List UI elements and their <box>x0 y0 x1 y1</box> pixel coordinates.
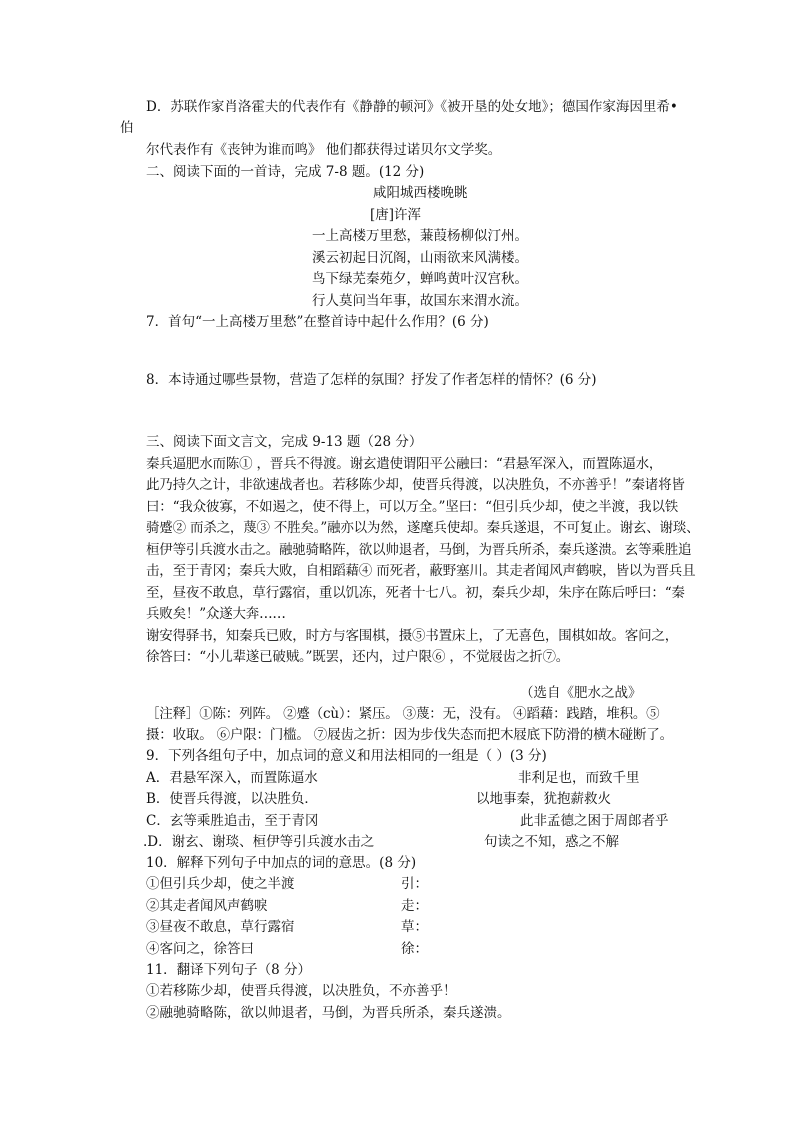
passage-p2-line-1: 谢安得驿书，知秦兵已败，时方与客围棋，摄⑤书置床上，了无喜色，围棋如故。客问之， <box>146 628 678 644</box>
q10-sentence-3: ③昼夜不敢息，草行露宿 <box>146 919 295 935</box>
passage-line-3: 曰：“我众彼寡，不如遏之，使不得上，可以万全。”坚曰：“但引兵少却，使之半渡，我以铁 <box>146 499 679 515</box>
q10-sentence-2: ②其走者闻风声鹤唳 <box>146 898 268 914</box>
passage-line-1: 秦兵逼肥水而陈① ，晋兵不得渡。谢玄遣使谓阳平公融曰：“君悬军深入，而置陈逼水， <box>146 456 663 472</box>
q9-option-d-pair: 句读之不知，惑之不解 <box>484 834 619 850</box>
q10-label-3: 草： <box>401 919 428 935</box>
poem-author: [唐]许浑 <box>370 207 422 223</box>
option-d-line-2: 伯 <box>120 120 134 136</box>
passage-p2-line-2: 徐答曰：“小儿辈遂已破贼。”既罢，还内，过户限⑥ ，不觉屐齿之折⑦。 <box>146 649 570 665</box>
passage-line-5: 桓伊等引兵渡水击之。融驰骑略阵，欲以帅退者，马倒，为晋兵所杀，秦兵遂溃。玄等乘胜追 <box>146 542 692 558</box>
section-3-heading: 三、阅读下面文言文，完成 9-13 题（28 分） <box>146 434 423 450</box>
passage-line-6: 击，至于青冈；秦兵大败，自相蹈藉④ 而死者，蔽野塞川。其走者闻风声鹤唳，皆以为晋兵且 <box>146 563 696 579</box>
q11-sentence-2: ②融驰骑略陈，欲以帅退者，马倒，为晋兵所杀，秦兵遂溃。 <box>146 1005 511 1021</box>
poem-line-3: 鸟下绿芜秦苑夕，蝉鸣黄叶汉宫秋。 <box>312 271 528 287</box>
question-7: 7．首句“一上高楼万里愁”在整首诗中起什么作用？(6 分) <box>146 314 489 330</box>
passage-line-4: 骑蹙② 而杀之，蔑③ 不胜矣。”融亦以为然，遂麾兵使却。秦兵遂退，不可复止。谢玄、谢琰、 <box>146 520 700 536</box>
question-9: 9．下列各组句子中，加点词的意义和用法相同的一组是（ ）(3 分) <box>146 748 547 764</box>
q10-sentence-1: ①但引兵少却，使之半渡 <box>146 876 295 892</box>
option-d-line-3: 尔代表作有《丧钟为谁而鸣》 他们都获得过诺贝尔文学奖。 <box>146 142 502 158</box>
question-10: 10．解释下列句子中加点的词的意思。(8 分) <box>146 855 417 871</box>
poem-line-2: 溪云初起日沉阁，山雨欲来风满楼。 <box>312 250 528 266</box>
q9-option-c-pair: 此非孟德之困于周郎者乎 <box>520 813 669 829</box>
notes-line-2: 摄：收取。 ⑥户限：门槛。 ⑦屐齿之折：因为步伐失态而把木屐底下防滑的横木碰断了。 <box>146 727 673 743</box>
passage-source: （选自《肥水之战》 <box>520 685 642 701</box>
passage-line-8: 兵败矣！”众遂大奔…… <box>146 606 286 622</box>
q9-option-a-pair: 非利足也，而致千里 <box>518 770 640 786</box>
q11-sentence-1: ①若移陈少却，使晋兵得渡，以决胜负，不亦善乎！ <box>146 983 457 999</box>
poem-title: 咸阳城西楼晚眺 <box>373 185 468 201</box>
q9-option-c: C．玄等乘胜追击，至于青冈 <box>146 813 319 829</box>
passage-line-2: 此乃持久之计，非欲速战者也。若移陈少却，使晋兵得渡，以决胜负，不亦善乎！”秦诸将皆 <box>146 477 685 493</box>
question-8: 8．本诗通过哪些景物，营造了怎样的氛围？抒发了作者怎样的情怀？(6 分) <box>146 372 597 388</box>
passage-line-7: 至，昼夜不敢息，草行露宿，重以饥冻，死者十七八。初，秦兵少却，朱序在陈后呼曰：“秦 <box>146 585 685 601</box>
notes-line-1: ［注释］①陈：列阵。 ②蹙（cù）：紧压。 ③蔑：无，没有。 ④蹈藉：践踏，堆积。⑤ <box>146 706 660 722</box>
q10-label-2: 走： <box>401 898 428 914</box>
poem-line-1: 一上高楼万里愁，蒹葭杨柳似汀州。 <box>312 228 528 244</box>
question-11: 11．翻译下列句子（8 分） <box>146 962 312 978</box>
poem-line-4: 行人莫问当年事，故国东来渭水流。 <box>312 293 528 309</box>
option-d-line-1: D．苏联作家肖洛霍夫的代表作有《静静的顿河》《被开垦的处女地》；德国作家海因里希• <box>146 99 678 115</box>
q10-label-1: 引： <box>401 876 428 892</box>
section-2-heading: 二、阅读下面的一首诗，完成 7-8 题。(12 分) <box>146 164 425 180</box>
q10-label-4: 徐： <box>401 941 428 957</box>
q9-option-d: .D．谢玄、谢琰、桓伊等引兵渡水击之 <box>143 834 375 850</box>
q9-option-b: B．使晋兵得渡，以决胜负． <box>146 791 318 807</box>
q9-option-b-pair: 以地事秦，犹抱薪救火 <box>476 791 611 807</box>
q9-option-a: A．君悬军深入，而置陈逼水 <box>146 770 318 786</box>
q10-sentence-4: ④客问之，徐答曰 <box>146 941 254 957</box>
